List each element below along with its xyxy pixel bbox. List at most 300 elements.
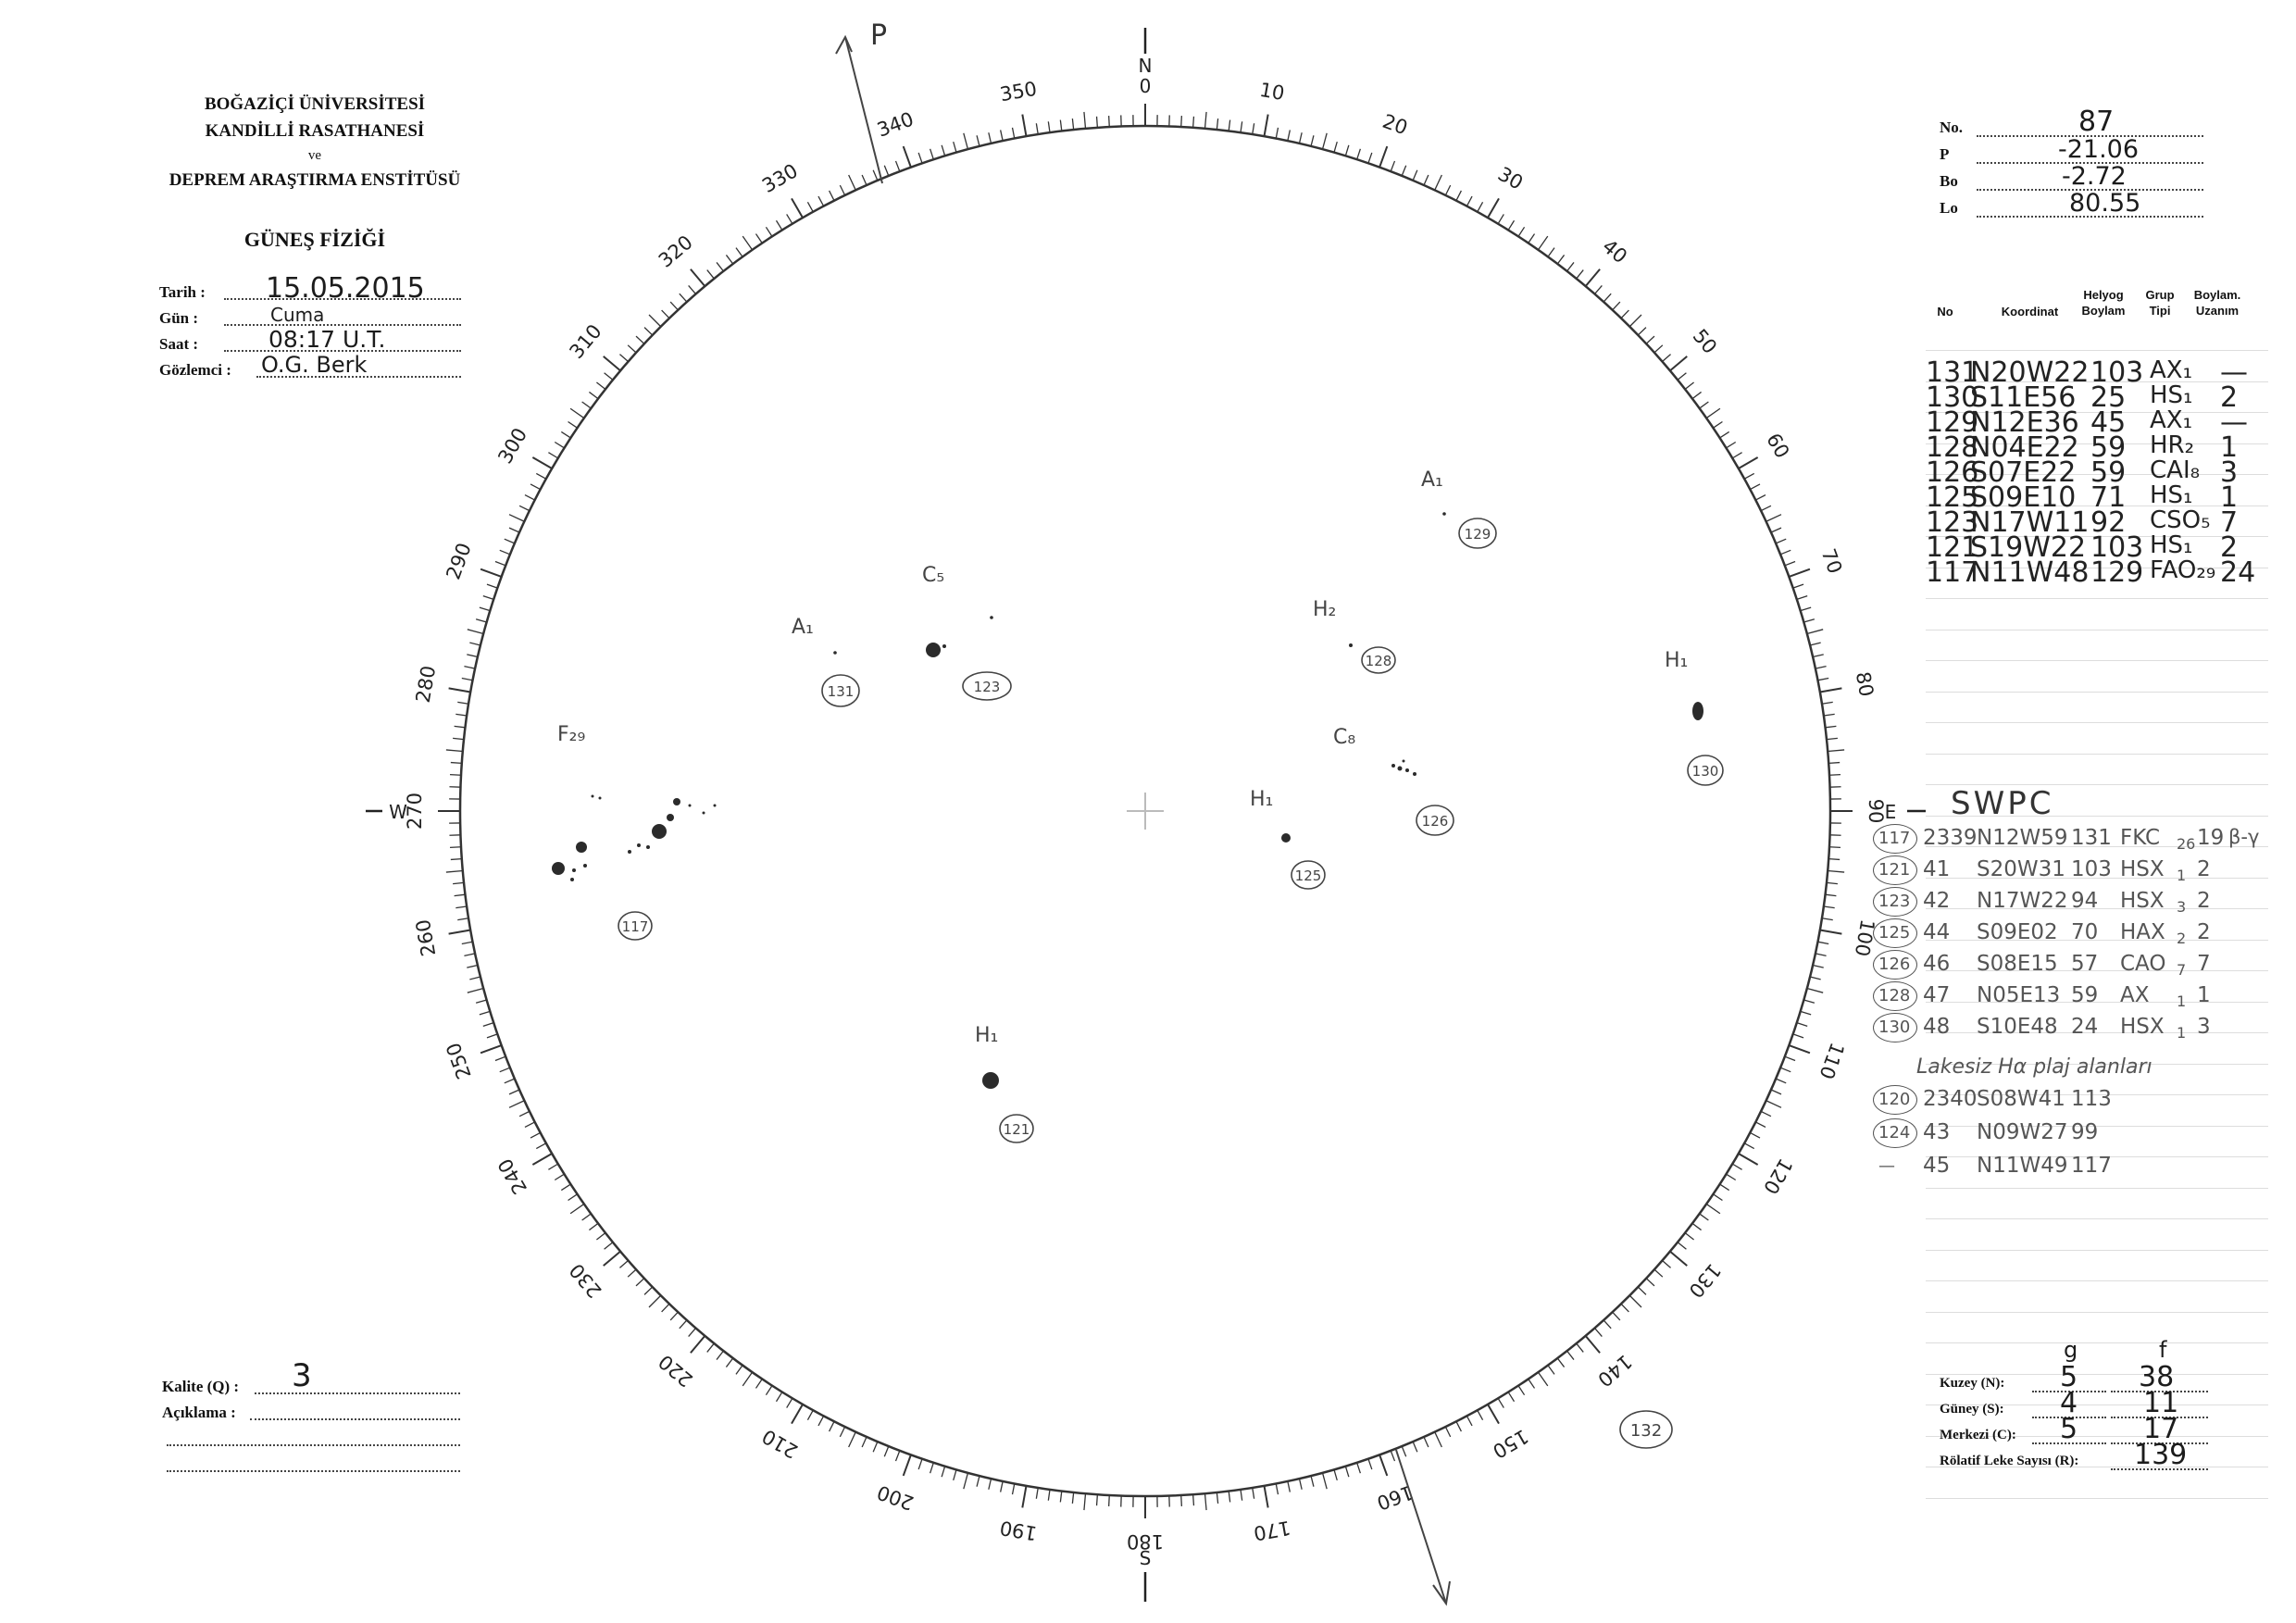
quality-value: 3 xyxy=(292,1357,312,1394)
degree-tick xyxy=(1253,1488,1254,1499)
class-label-129: A₁ xyxy=(1421,468,1443,492)
degree-tick xyxy=(1613,1312,1620,1320)
note-field-2[interactable] xyxy=(167,1426,460,1446)
quality-field[interactable] xyxy=(255,1374,460,1394)
degree-tick xyxy=(509,515,524,522)
group-row-lon: 129 xyxy=(2090,556,2144,589)
swpc-row-no: 41 xyxy=(1923,857,1951,881)
degree-tick xyxy=(662,1304,669,1312)
sunspot-group-126 xyxy=(1391,760,1416,777)
swpc-row-lon: 94 xyxy=(2071,889,2099,913)
degree-tick xyxy=(1022,1486,1026,1508)
degree-tick xyxy=(1785,1056,1795,1060)
degree-tick xyxy=(1803,619,1815,622)
group-row-no: 125 xyxy=(1926,481,1979,514)
swpc-note: Lakesiz Hα plaj alanları xyxy=(1916,1055,2152,1079)
degree-tick xyxy=(1829,775,1841,776)
degree-label: 90 xyxy=(1865,798,1887,824)
degree-tick xyxy=(1706,408,1720,418)
swpc-row-type: HAX xyxy=(2120,920,2165,944)
degree-tick xyxy=(1299,1479,1302,1490)
group-row-coord: N12E36 xyxy=(1970,406,2079,439)
group-row-type: HS₁ xyxy=(2150,481,2193,509)
degree-tick xyxy=(462,942,473,943)
plage-row-coord: N09W27 xyxy=(1977,1120,2068,1144)
degree-tick xyxy=(1789,569,1810,577)
degree-tick xyxy=(525,1122,535,1127)
group-num-130: 130 xyxy=(1691,763,1719,780)
no-label: No. xyxy=(1940,119,1964,136)
group-row-coord: N17W11 xyxy=(1970,506,2090,539)
degree-tick xyxy=(1529,1379,1535,1388)
degree-tick xyxy=(742,1372,752,1386)
degree-tick xyxy=(1048,121,1050,132)
swpc-row-coord: S20W31 xyxy=(1977,857,2065,881)
swpc-row-no: 46 xyxy=(1923,952,1951,976)
group-row-no: 123 xyxy=(1926,506,1979,539)
degree-tick xyxy=(1538,236,1547,250)
degree-tick xyxy=(1776,1079,1786,1083)
date-label: Tarih : xyxy=(159,283,206,301)
degree-tick xyxy=(1720,1184,1729,1191)
degree-tick xyxy=(1685,1233,1693,1240)
degree-tick xyxy=(450,775,461,776)
degree-tick xyxy=(1060,120,1061,131)
north-label: N xyxy=(1138,55,1153,77)
center-g-value: 5 xyxy=(2060,1413,2078,1445)
degree-tick xyxy=(1253,123,1254,134)
swpc-row-ext: 2 xyxy=(2197,889,2211,913)
degree-tick xyxy=(1264,115,1267,137)
plage-row-lon: 117 xyxy=(2071,1154,2112,1178)
degree-tick xyxy=(1750,1132,1760,1138)
degree-tick xyxy=(1181,116,1182,127)
degree-tick xyxy=(532,457,552,468)
degree-tick xyxy=(1577,1343,1584,1352)
degree-tick xyxy=(1241,121,1242,132)
degree-tick xyxy=(787,214,792,223)
swpc-row-lon: 103 xyxy=(2071,857,2112,881)
sunspot-group-121 xyxy=(982,1072,999,1089)
lo-value: 80.55 xyxy=(2069,189,2141,218)
degree-tick xyxy=(449,688,471,692)
degree-tick xyxy=(619,355,628,362)
swpc-row-ref: 123 xyxy=(1878,892,1911,911)
degree-tick xyxy=(1368,153,1372,163)
degree-tick xyxy=(568,1194,578,1201)
degree-label: 350 xyxy=(998,77,1039,106)
degree-tick xyxy=(649,1295,661,1307)
degree-tick xyxy=(1629,1295,1641,1307)
swpc-row-n: 3 xyxy=(2177,898,2187,916)
degree-tick xyxy=(561,1184,570,1191)
degree-tick xyxy=(680,293,687,302)
east-label: E xyxy=(1884,801,1897,823)
degree-tick xyxy=(1368,1459,1372,1469)
group-row-ext: 7 xyxy=(2220,506,2239,539)
group-row-lon: 59 xyxy=(2090,431,2127,464)
degree-tick xyxy=(509,528,519,532)
degree-tick xyxy=(849,1432,856,1447)
degree-tick xyxy=(555,1174,564,1180)
header-type-1: Grup xyxy=(2145,288,2175,302)
degree-tick xyxy=(1825,726,1836,727)
swpc-row-coord: S10E48 xyxy=(1977,1015,2058,1039)
group-row-lon: 71 xyxy=(2090,481,2127,514)
degree-tick xyxy=(1670,356,1687,370)
group-row-type: CAI₈ xyxy=(2150,456,2201,484)
degree-tick xyxy=(548,453,557,458)
degree-tick xyxy=(1822,918,1833,920)
lo-label: Lo xyxy=(1940,199,1958,217)
swpc-row-lon: 70 xyxy=(2071,920,2099,944)
degree-tick xyxy=(468,630,483,634)
sunspot-group-130 xyxy=(1692,702,1703,720)
group-num-132: 132 xyxy=(1629,1421,1663,1441)
degree-tick xyxy=(930,1463,934,1473)
degree-tick xyxy=(1739,457,1758,468)
degree-tick xyxy=(1744,473,1753,479)
class-label-126: C₈ xyxy=(1333,726,1356,749)
degree-tick xyxy=(1780,550,1791,554)
degree-tick xyxy=(1789,1045,1810,1053)
degree-tick xyxy=(1594,1328,1602,1336)
swpc-row-ref: 126 xyxy=(1878,955,1911,974)
degree-tick xyxy=(873,170,878,181)
class-label-131: A₁ xyxy=(792,616,814,639)
degree-tick xyxy=(1345,1467,1349,1477)
degree-tick xyxy=(1813,965,1824,968)
p-value: -21.06 xyxy=(2058,135,2140,164)
degree-tick xyxy=(1638,1287,1646,1294)
group-num-128: 128 xyxy=(1365,653,1392,669)
time-value: 08:17 U.T. xyxy=(268,326,386,353)
group-row-coord: S19W22 xyxy=(1970,531,2087,564)
degree-tick xyxy=(989,132,992,144)
header-helio-1: Helyog xyxy=(2083,288,2124,302)
degree-tick xyxy=(726,255,732,264)
degree-label: 260 xyxy=(411,918,441,958)
degree-tick xyxy=(1827,882,1838,883)
degree-tick xyxy=(1713,421,1722,428)
degree-tick xyxy=(1761,506,1771,510)
plage-row-lon: 99 xyxy=(2071,1120,2099,1144)
degree-label: 310 xyxy=(565,319,606,363)
degree-tick xyxy=(644,1287,653,1294)
degree-tick xyxy=(1445,1427,1450,1437)
degree-tick xyxy=(1109,116,1110,127)
degree-tick xyxy=(840,1427,844,1437)
swpc-row-no: 44 xyxy=(1923,920,1951,944)
plage-row-no: 45 xyxy=(1923,1154,1951,1178)
degree-tick xyxy=(942,1467,945,1477)
observer-label: Gözlemci : xyxy=(159,361,231,379)
swpc-row-n: 26 xyxy=(2177,835,2196,853)
degree-tick xyxy=(455,726,466,727)
swpc-row-no: 42 xyxy=(1923,889,1951,913)
degree-label: 340 xyxy=(874,107,917,142)
degree-tick xyxy=(1013,1483,1015,1494)
degree-tick xyxy=(1801,607,1811,611)
degree-tick xyxy=(1204,1493,1206,1510)
degree-tick xyxy=(446,750,463,752)
degree-tick xyxy=(561,431,570,438)
degree-tick xyxy=(1692,1223,1702,1230)
degree-tick xyxy=(636,1279,644,1286)
degree-tick xyxy=(455,906,467,908)
plage-row-coord: N11W49 xyxy=(1977,1154,2068,1178)
bo-label: Bo xyxy=(1940,172,1958,190)
degree-tick xyxy=(954,142,956,153)
degree-tick xyxy=(904,146,911,168)
degree-tick xyxy=(1621,1304,1628,1312)
degree-tick xyxy=(1345,145,1349,156)
degree-label: 230 xyxy=(565,1259,606,1303)
degree-tick xyxy=(1424,175,1429,185)
degree-tick xyxy=(1654,1269,1663,1277)
degree-tick xyxy=(1797,596,1807,600)
degree-tick xyxy=(755,1379,762,1388)
degree-tick xyxy=(1670,1252,1687,1266)
degree-tick xyxy=(1357,1463,1361,1473)
plage-row-ref: 124 xyxy=(1878,1123,1911,1142)
degree-tick xyxy=(1820,688,1842,692)
day-value: Cuma xyxy=(270,304,325,326)
sunspot-group-128 xyxy=(1349,643,1353,647)
group-row-no: 130 xyxy=(1926,381,1979,414)
degree-tick xyxy=(1750,484,1760,490)
group-row-coord: S09E10 xyxy=(1970,481,2077,514)
degree-tick xyxy=(670,1312,678,1320)
swpc-row-mag: β-γ xyxy=(2228,826,2260,848)
degree-tick xyxy=(1813,655,1824,657)
swpc-row-ext: 1 xyxy=(2197,983,2211,1007)
degree-tick xyxy=(1084,112,1086,129)
sunspot-group-131 xyxy=(833,651,837,655)
quality-label: Kalite (Q) : xyxy=(162,1378,240,1395)
swpc-row-coord: S08E15 xyxy=(1977,952,2058,976)
north-zero-label: 0 xyxy=(1139,75,1152,97)
degree-tick xyxy=(1478,1410,1483,1419)
degree-tick xyxy=(1413,1442,1417,1452)
class-label-121: H₁ xyxy=(975,1024,999,1047)
degree-tick xyxy=(777,1392,782,1402)
relative-number-label: Rölatif Leke Sayısı (R): xyxy=(1940,1454,2079,1468)
degree-label: 110 xyxy=(1815,1039,1849,1082)
degree-tick xyxy=(464,667,475,668)
group-row-no: 128 xyxy=(1926,431,1979,464)
institution-line-4: DEPREM ARAŞTIRMA ENSTİTÜSÜ xyxy=(168,170,461,190)
degree-tick xyxy=(689,1328,696,1336)
group-row-no: 121 xyxy=(1926,531,1979,564)
department-title: GÜNEŞ FİZİĞİ xyxy=(243,228,386,251)
swpc-row-coord: N12W59 xyxy=(1977,826,2068,850)
header-ext-2: Uzanım xyxy=(2195,304,2240,318)
degree-tick xyxy=(468,989,483,993)
note-field-3[interactable] xyxy=(167,1452,460,1472)
degree-tick xyxy=(480,607,490,611)
degree-tick xyxy=(1334,142,1337,153)
center-count-label: Merkezi (C): xyxy=(1940,1428,2016,1442)
degree-tick xyxy=(1311,1476,1314,1487)
degree-tick xyxy=(1379,1454,1387,1476)
degree-tick xyxy=(792,1405,803,1424)
sunspot-group-125 xyxy=(1281,833,1291,843)
swpc-row-lon: 131 xyxy=(2071,826,2112,850)
degree-tick xyxy=(457,918,468,920)
degree-tick xyxy=(1478,202,1483,211)
observer-value: O.G. Berk xyxy=(261,352,368,378)
north-f-value: 38 xyxy=(2139,1361,2175,1393)
degree-tick xyxy=(726,1358,732,1367)
no-value: 87 xyxy=(2078,106,2115,138)
degree-tick xyxy=(1013,128,1015,139)
degree-tick xyxy=(1323,1473,1328,1489)
degree-label: 250 xyxy=(442,1039,476,1082)
degree-label: 20 xyxy=(1379,109,1411,140)
degree-label: 60 xyxy=(1762,429,1794,463)
center-f-value: 17 xyxy=(2143,1413,2179,1445)
note-field-1[interactable] xyxy=(250,1400,460,1420)
degree-tick xyxy=(1744,1143,1753,1149)
degree-tick xyxy=(1072,1492,1073,1504)
degree-tick xyxy=(1638,328,1646,335)
group-row-lon: 45 xyxy=(2090,406,2127,439)
degree-label: 270 xyxy=(404,792,426,830)
degree-label: 320 xyxy=(654,231,697,272)
degree-tick xyxy=(1594,285,1602,293)
degree-tick xyxy=(1498,1398,1504,1407)
degree-tick xyxy=(1755,495,1766,500)
swpc-row-no: 2339 xyxy=(1923,826,1978,850)
group-row-type: HS₁ xyxy=(2150,381,2193,409)
swpc-title: SWPC xyxy=(1951,785,2054,822)
degree-tick xyxy=(1662,1260,1670,1267)
degree-tick xyxy=(509,1090,519,1094)
degree-tick xyxy=(464,954,475,955)
degree-tick xyxy=(707,1343,715,1352)
sunspot-group-129 xyxy=(1442,512,1446,516)
degree-tick xyxy=(1379,146,1387,168)
degree-label: 140 xyxy=(1593,1350,1637,1392)
degree-tick xyxy=(1613,302,1620,310)
degree-tick xyxy=(707,270,715,279)
day-label: Gün : xyxy=(159,309,199,327)
south-label: S xyxy=(1139,1547,1152,1569)
degree-tick xyxy=(469,977,480,980)
sunspot-groups xyxy=(552,512,1703,1089)
degree-tick xyxy=(755,234,762,243)
degree-tick xyxy=(1357,149,1361,159)
degree-tick xyxy=(1793,1034,1803,1038)
degree-tick xyxy=(1817,679,1828,680)
degree-tick xyxy=(1797,1023,1807,1027)
group-row-coord: N20W22 xyxy=(1970,356,2090,389)
degree-tick xyxy=(500,1067,510,1071)
degree-tick xyxy=(1288,130,1290,141)
degree-tick xyxy=(1807,630,1823,634)
degree-tick xyxy=(1391,1451,1394,1461)
degree-label: 160 xyxy=(1373,1480,1416,1515)
swpc-row-lon: 24 xyxy=(2071,1015,2099,1039)
degree-tick xyxy=(1662,355,1670,362)
group-row-type: FAO₂₉ xyxy=(2150,556,2216,584)
degree-tick xyxy=(1466,1416,1472,1426)
degree-tick xyxy=(680,1320,687,1329)
degree-label: 180 xyxy=(1126,1530,1165,1553)
degree-label: 80 xyxy=(1851,669,1878,699)
degree-tick xyxy=(487,1034,497,1038)
counts-block xyxy=(1940,1337,2217,1479)
header-no: No xyxy=(1937,305,1953,318)
degree-tick xyxy=(1402,166,1405,176)
class-label-128: H₂ xyxy=(1313,598,1337,621)
degree-label: 170 xyxy=(1252,1516,1292,1545)
degree-tick xyxy=(942,145,945,156)
degree-tick xyxy=(830,191,834,201)
degree-tick xyxy=(1276,128,1278,139)
degree-tick xyxy=(1402,1446,1405,1456)
degree-tick xyxy=(989,1479,992,1490)
degree-tick xyxy=(500,550,510,554)
degree-tick xyxy=(1508,220,1514,230)
degree-tick xyxy=(1577,270,1584,279)
degree-label: 220 xyxy=(654,1350,697,1392)
degree-label: 200 xyxy=(874,1480,917,1515)
group-row-type: CSO₅ xyxy=(2150,506,2211,534)
degree-tick xyxy=(462,679,473,680)
degree-tick xyxy=(480,1011,490,1015)
degree-tick xyxy=(495,562,505,566)
degree-tick xyxy=(717,262,723,270)
swpc-row-no: 47 xyxy=(1923,983,1951,1007)
swpc-row-n: 7 xyxy=(2177,961,2187,979)
degree-label: 190 xyxy=(998,1516,1039,1545)
degree-tick xyxy=(596,1233,605,1240)
degree-tick xyxy=(1646,336,1654,343)
degree-tick xyxy=(483,596,493,600)
col-f-label: f xyxy=(2159,1337,2167,1363)
group-class-labels xyxy=(557,468,1688,1047)
group-row-ext: 2 xyxy=(2220,531,2239,564)
header-type-2: Tipi xyxy=(2149,304,2171,318)
degree-tick xyxy=(1529,234,1535,243)
degree-tick xyxy=(1299,132,1302,144)
degree-tick xyxy=(1445,185,1450,195)
degree-tick xyxy=(1706,1204,1720,1213)
swpc-row-type: FKC xyxy=(2120,826,2161,850)
degree-tick xyxy=(873,1442,878,1452)
group-row-no: 131 xyxy=(1926,356,1979,389)
quality-block xyxy=(162,1357,468,1479)
degree-tick xyxy=(1413,170,1417,181)
degree-tick xyxy=(476,1000,487,1003)
degree-tick xyxy=(1518,1386,1525,1395)
degree-label: 40 xyxy=(1598,234,1632,268)
group-number-ovals xyxy=(618,518,1726,1448)
degree-tick xyxy=(1276,1483,1278,1494)
degree-tick xyxy=(1557,1358,1564,1367)
degree-tick xyxy=(449,930,471,933)
degree-tick xyxy=(1766,1101,1781,1108)
swpc-row-coord: S09E02 xyxy=(1977,920,2058,944)
date-value: 15.05.2015 xyxy=(266,272,425,305)
swpc-row-coord: N17W22 xyxy=(1977,889,2068,913)
degree-tick xyxy=(977,135,980,146)
group-row-type: HR₂ xyxy=(2150,431,2195,459)
degree-tick xyxy=(1001,1481,1003,1492)
degree-tick xyxy=(451,763,462,764)
